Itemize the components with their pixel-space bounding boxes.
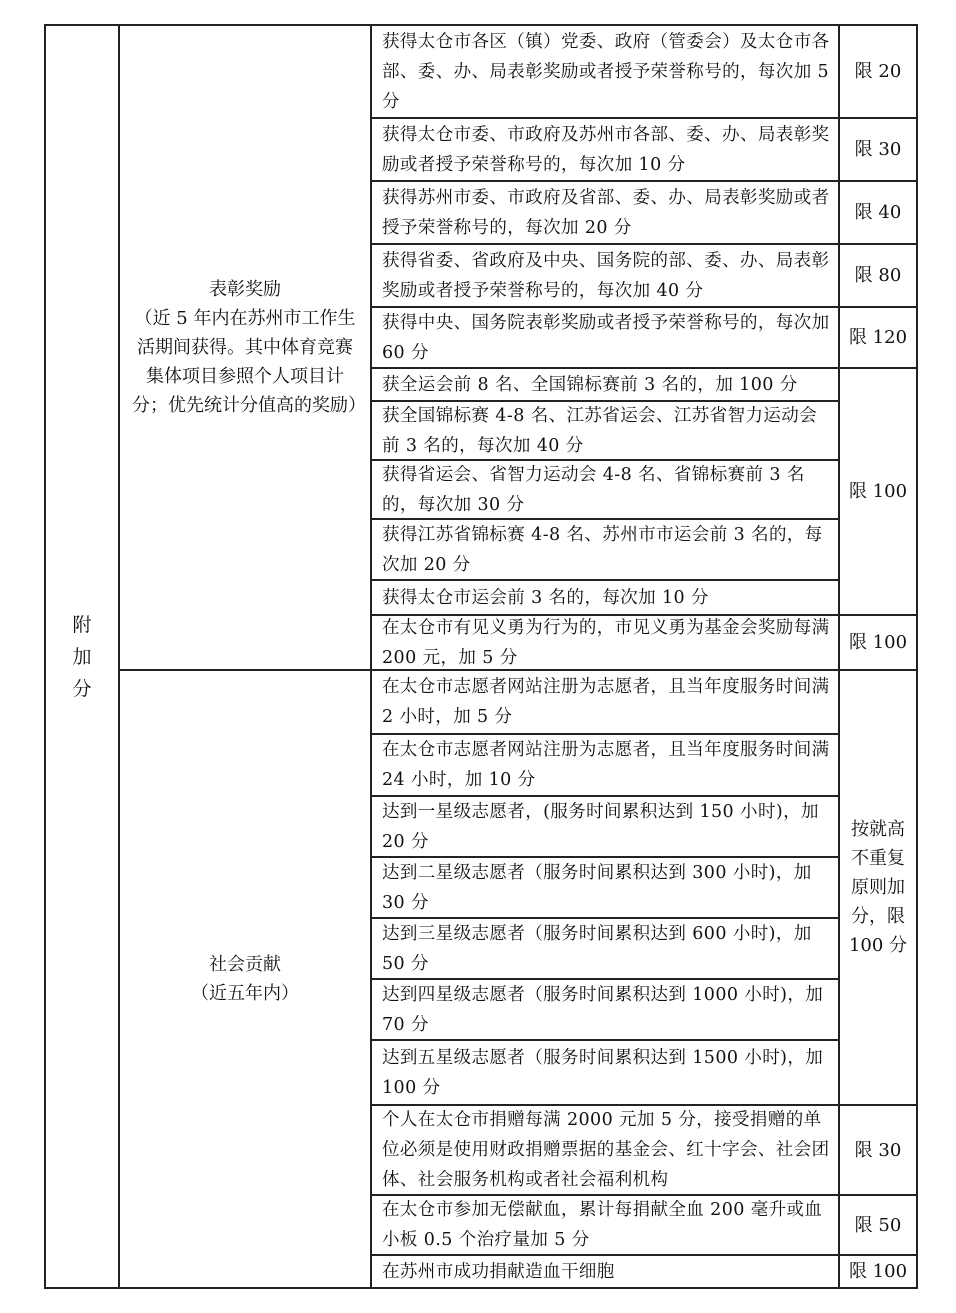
limit-cell: 限 30 (838, 1104, 918, 1196)
category-cell-contribution (118, 669, 372, 1289)
table-row: 在太仓市参加无偿献血，累计每捐献全血 200 毫升或血小板 0.5 个治疗量加 5 分 (370, 1194, 840, 1256)
table-row: 获得江苏省锦标赛 4-8 名、苏州市市运会前 3 名的，每次加 20 分 (370, 518, 840, 581)
table-row: 达到二星级志愿者（服务时间累积达到 300 小时)，加 30 分 (370, 856, 840, 919)
table-row: 获全运会前 8 名、全国锦标赛前 3 名的，加 100 分 (370, 367, 840, 402)
table-row: 获得中央、国务院表彰奖励或者授予荣誉称号的，每次加 60 分 (370, 306, 840, 369)
table-row: 达到三星级志愿者（服务时间累积达到 600 小时)，加 50 分 (370, 917, 840, 980)
table-row: 在太仓市有见义勇为行为的，市见义勇为基金会奖励每满 200 元，加 5 分 (370, 614, 840, 671)
section-label: 附 加 分 (72, 613, 92, 700)
table-row: 在苏州市成功捐献造血干细胞 (370, 1254, 840, 1289)
category-note: （近 5 年内在苏州市工作生活期间获得。其中体育竞赛集体项目参照个人项目计分；优先统计分值高的奖励） (132, 308, 366, 416)
table-row: 获得省运会、省智力运动会 4-8 名、省锦标赛前 3 名的，每次加 30 分 (370, 459, 840, 520)
table-row: 达到五星级志愿者（服务时间累积达到 1500 小时)，加 100 分 (370, 1039, 840, 1106)
limit-cell: 限 30 (838, 117, 918, 182)
table-row: 个人在太仓市捐赠每满 2000 元加 5 分，接受捐赠的单位必须是使用财政捐赠票据的基金会、红十字会、社会团体、社会服务机构或者社会福利机构 (370, 1104, 840, 1196)
section-cell (44, 24, 120, 1289)
limit-cell: 限 20 (838, 24, 918, 119)
category-cell-awards (118, 24, 372, 671)
table-row: 获全国锦标赛 4-8 名、江苏省运会、江苏省智力运动会前 3 名的，每次加 40 分 (370, 400, 840, 461)
limit-cell: 按就高 不重复 原则加 分，限 100 分 (838, 669, 918, 1106)
limit-cell: 限 120 (838, 306, 918, 369)
limit-cell: 限 80 (838, 243, 918, 308)
limit-cell: 限 100 (838, 614, 918, 671)
category-title: 表彰奖励 (209, 279, 281, 300)
table-row: 获得省委、省政府及中央、国务院的部、委、办、局表彰奖励或者授予荣誉称号的，每次加 40 分 (370, 243, 840, 308)
table-row: 获得太仓市各区（镇）党委、政府（管委会）及太仓市各部、委、办、局表彰奖励或者授予荣誉称号的，每次加 5 分 (370, 24, 840, 119)
table-row: 获得苏州市委、市政府及省部、委、办、局表彰奖励或者授予荣誉称号的，每次加 20 分 (370, 180, 840, 245)
limit-cell: 限 40 (838, 180, 918, 245)
table-row: 在太仓市志愿者网站注册为志愿者，且当年度服务时间满 24 小时，加 10 分 (370, 733, 840, 797)
table-row: 达到一星级志愿者，(服务时间累积达到 150 小时)，加 20 分 (370, 795, 840, 858)
limit-cell: 限 100 (838, 367, 918, 616)
table-row: 获得太仓市运会前 3 名的，每次加 10 分 (370, 579, 840, 616)
category-note: （近五年内） (191, 983, 299, 1004)
category-title: 社会贡献 (209, 954, 281, 975)
table-row: 在太仓市志愿者网站注册为志愿者，且当年度服务时间满 2 小时，加 5 分 (370, 669, 840, 735)
table-row: 获得太仓市委、市政府及苏州市各部、委、办、局表彰奖励或者授予荣誉称号的，每次加 10 分 (370, 117, 840, 182)
limit-cell: 限 50 (838, 1194, 918, 1256)
limit-cell: 限 100 (838, 1254, 918, 1289)
table-row: 达到四星级志愿者（服务时间累积达到 1000 小时)，加 70 分 (370, 978, 840, 1041)
